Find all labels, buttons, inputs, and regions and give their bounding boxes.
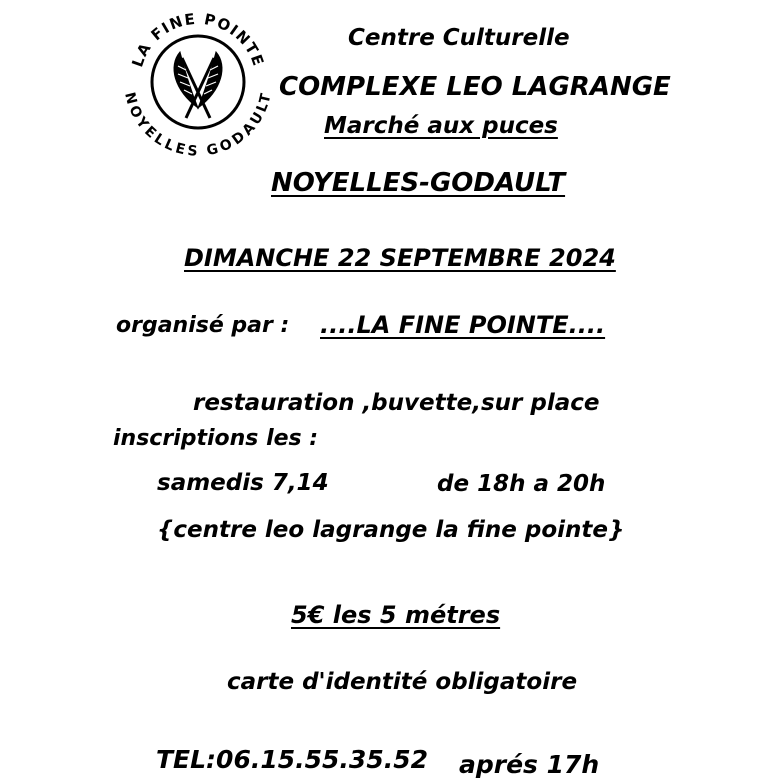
contact-availability: aprés 17h <box>459 750 600 779</box>
logo-bottom-text: NOYELLES GODAULT <box>121 90 275 160</box>
svg-text:LA FINE POINTE <box>128 10 268 69</box>
registration-label: inscriptions les : <box>113 426 319 451</box>
crossed-feathers-icon <box>174 52 222 118</box>
registration-location: {centre leo lagrange la fine pointe} <box>157 517 625 543</box>
contact-phone: TEL:06.15.55.35.52 <box>156 745 428 774</box>
event-date: DIMANCHE 22 SEPTEMBRE 2024 <box>184 244 616 272</box>
organizer-label: organisé par : <box>116 313 290 338</box>
logo-inner-ring <box>152 36 244 128</box>
logo-top-text: LA FINE POINTE <box>128 9 268 70</box>
price-info: 5€ les 5 métres <box>291 601 501 629</box>
registration-days: samedis 7,14 <box>157 470 329 496</box>
registration-hours: de 18h a 20h <box>437 471 606 497</box>
organizer-name: ....LA FINE POINTE.... <box>320 311 606 339</box>
venue-type: Centre Culturelle <box>348 25 570 51</box>
venue-name: COMPLEXE LEO LAGRANGE <box>279 72 671 102</box>
svg-text:NOYELLES GODAULT <box>121 91 275 160</box>
la-fine-pointe-logo <box>120 4 276 160</box>
event-title: Marché aux puces <box>324 113 558 139</box>
id-required-notice: carte d'identité obligatoire <box>227 669 578 695</box>
town-name: NOYELLES-GODAULT <box>271 168 566 198</box>
services-info: restauration ,buvette,sur place <box>193 390 600 416</box>
